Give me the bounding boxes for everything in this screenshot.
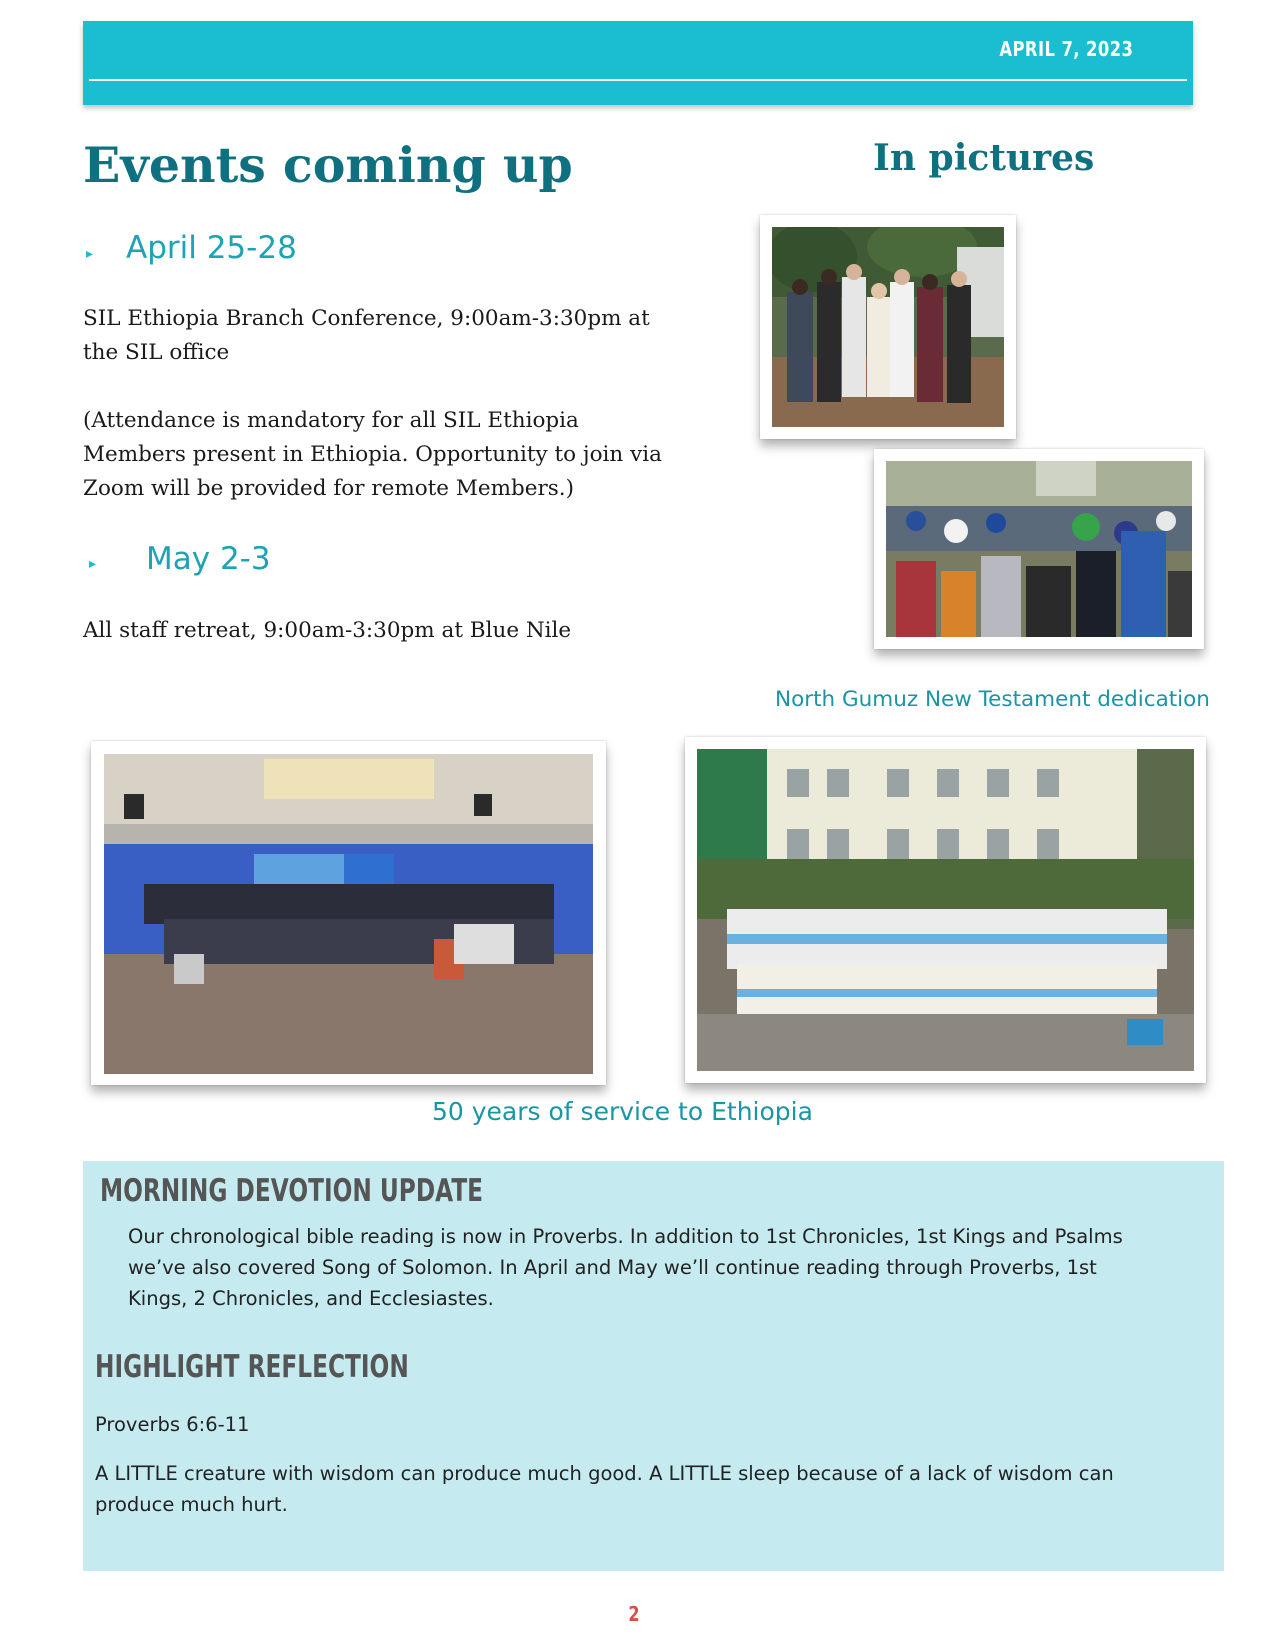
dedication-caption: North Gumuz New Testament dedication — [775, 687, 1210, 712]
events-title: Events coming up — [83, 136, 573, 194]
header-divider — [89, 79, 1187, 81]
reflection-heading: HIGHLIGHT REFLECTION — [95, 1349, 409, 1385]
page-number: 2 — [628, 1602, 640, 1626]
event-date-2: May 2-3 — [146, 541, 271, 577]
conference-group-photo — [91, 741, 606, 1085]
devotion-text: Our chronological bible reading is now in Proverbs. In addition to 1st Chronicles, 1st Kings and Psalms we’ve also covered Song of Solomon. In April and May we’ll continue reading through Proverbs, 1st Kings, 2 Chronicles, and Ecclesiastes. — [128, 1225, 1123, 1310]
header-bar — [83, 21, 1193, 105]
dedication-crowd-photo — [874, 449, 1204, 649]
devotion-heading: MORNING DEVOTION UPDATE — [100, 1173, 484, 1209]
pictures-title: In pictures — [873, 137, 1095, 179]
event-description-1: SIL Ethiopia Branch Conference, 9:00am-3:30pm at the SIL office — [83, 306, 650, 365]
reflection-text: A LITTLE creature with wisdom can produce much good. A LITTLE sleep because of a lack of wisdom can produce much hurt. — [95, 1462, 1114, 1516]
issue-date: APRIL 7, 2023 — [999, 37, 1133, 61]
bullet-icon: ▸ — [86, 245, 94, 261]
anniversary-group-photo — [685, 737, 1206, 1083]
devotion-panel — [83, 1161, 1224, 1571]
bullet-icon: ▸ — [89, 555, 97, 571]
reflection-reference: Proverbs 6:6-11 — [95, 1413, 250, 1436]
event-note-1: (Attendance is mandatory for all SIL Ethiopia Members present in Ethiopia. Opportunity to join via Zoom will be provided for remote Members.) — [83, 408, 662, 501]
event-description-2: All staff retreat, 9:00am-3:30pm at Blue Nile — [83, 618, 572, 643]
event-date-1: April 25-28 — [126, 230, 297, 266]
anniversary-caption: 50 years of service to Ethiopia — [432, 1097, 813, 1126]
dedication-group-photo — [760, 215, 1016, 439]
